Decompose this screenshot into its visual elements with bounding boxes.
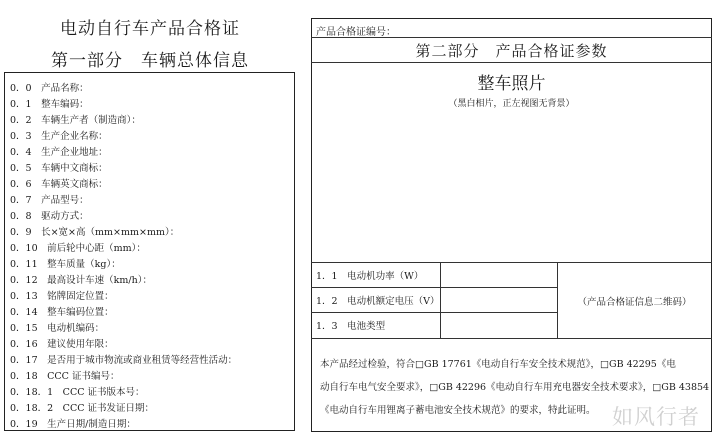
compliance-statement-line: 本产品经过检验，符合□GB 17761《电动自行车安全技术规范》，□GB 42295《电 xyxy=(320,359,676,370)
field-code-position: 0．14 整车编码位置： xyxy=(10,307,114,318)
field-dimensions: 0．9 长×宽×高（mm×mm×mm）： xyxy=(10,227,180,238)
vehicle-photo-title: 整车照片 xyxy=(477,74,546,94)
field-motor-code: 0．15 电动机编码： xyxy=(10,323,105,334)
watermark: 如风行者 xyxy=(612,405,700,429)
certificate-title: 电动自行车产品合格证 xyxy=(60,19,240,39)
field-english-trademark: 0．6 车辆英文商标： xyxy=(10,179,108,190)
divider xyxy=(311,287,557,288)
vehicle-photo-note: （黑白相片，正左视图无背景） xyxy=(448,99,575,109)
field-manufacturer: 0．2 车辆生产者（制造商）： xyxy=(10,115,141,126)
field-company-name: 0．3 生产企业名称： xyxy=(10,131,108,142)
field-nameplate-position: 0．13 铭牌固定位置： xyxy=(10,291,114,302)
cert-number-label: 产品合格证编号： xyxy=(316,27,396,38)
field-vehicle-mass: 0．11 整车质量（kg）： xyxy=(10,259,121,270)
compliance-statement-line: 《电动自行车用锂离子蓄电池安全技术规范》的要求，特此证明。 xyxy=(320,405,596,416)
field-production-date: 0．19 生产日期/制造日期： xyxy=(10,419,136,430)
field-product-name: 0．0 产品名称： xyxy=(10,83,89,94)
divider xyxy=(311,37,712,38)
field-max-speed: 0．12 最高设计车速（km/h）： xyxy=(10,275,152,286)
field-ccc-number: 0．18 CCC 证书编号： xyxy=(10,371,120,382)
divider xyxy=(311,62,712,63)
field-ccc-version: 0．18．1 CCC 证书版本号： xyxy=(10,387,145,398)
field-company-address: 0．4 生产企业地址： xyxy=(10,147,108,158)
divider xyxy=(311,262,712,263)
field-commercial-use: 0．17 是否用于城市物流或商业租赁等经营性活动： xyxy=(10,355,238,366)
field-ccc-issue-date: 0．18．2 CCC 证书发证日期： xyxy=(10,403,155,414)
param-battery-type: 1．3 电池类型 xyxy=(316,321,386,332)
part1-title: 第一部分 车辆总体信息 xyxy=(51,51,249,71)
divider xyxy=(440,262,441,338)
qr-code-placeholder: （产品合格证信息二维码） xyxy=(577,297,692,308)
param-rated-voltage: 1．2 电动机额定电压（V） xyxy=(316,296,440,307)
field-wheelbase: 0．10 前后轮中心距（mm）： xyxy=(10,243,146,254)
field-chinese-trademark: 0．5 车辆中文商标： xyxy=(10,163,108,174)
field-model: 0．7 产品型号： xyxy=(10,195,89,206)
divider xyxy=(311,338,712,339)
part2-title: 第二部分 产品合格证参数 xyxy=(415,42,608,60)
compliance-statement-line: 动自行车电气安全要求》，□GB 42296《电动自行车用充电器安全技术要求》，□GB 43854 xyxy=(320,382,710,393)
field-service-life: 0．16 建议使用年限： xyxy=(10,339,114,350)
param-motor-power: 1．1 电动机功率（W） xyxy=(316,271,424,282)
field-drive-mode: 0．8 驱动方式： xyxy=(10,211,89,222)
divider xyxy=(311,312,557,313)
field-vehicle-code: 0．1 整车编码： xyxy=(10,99,89,110)
